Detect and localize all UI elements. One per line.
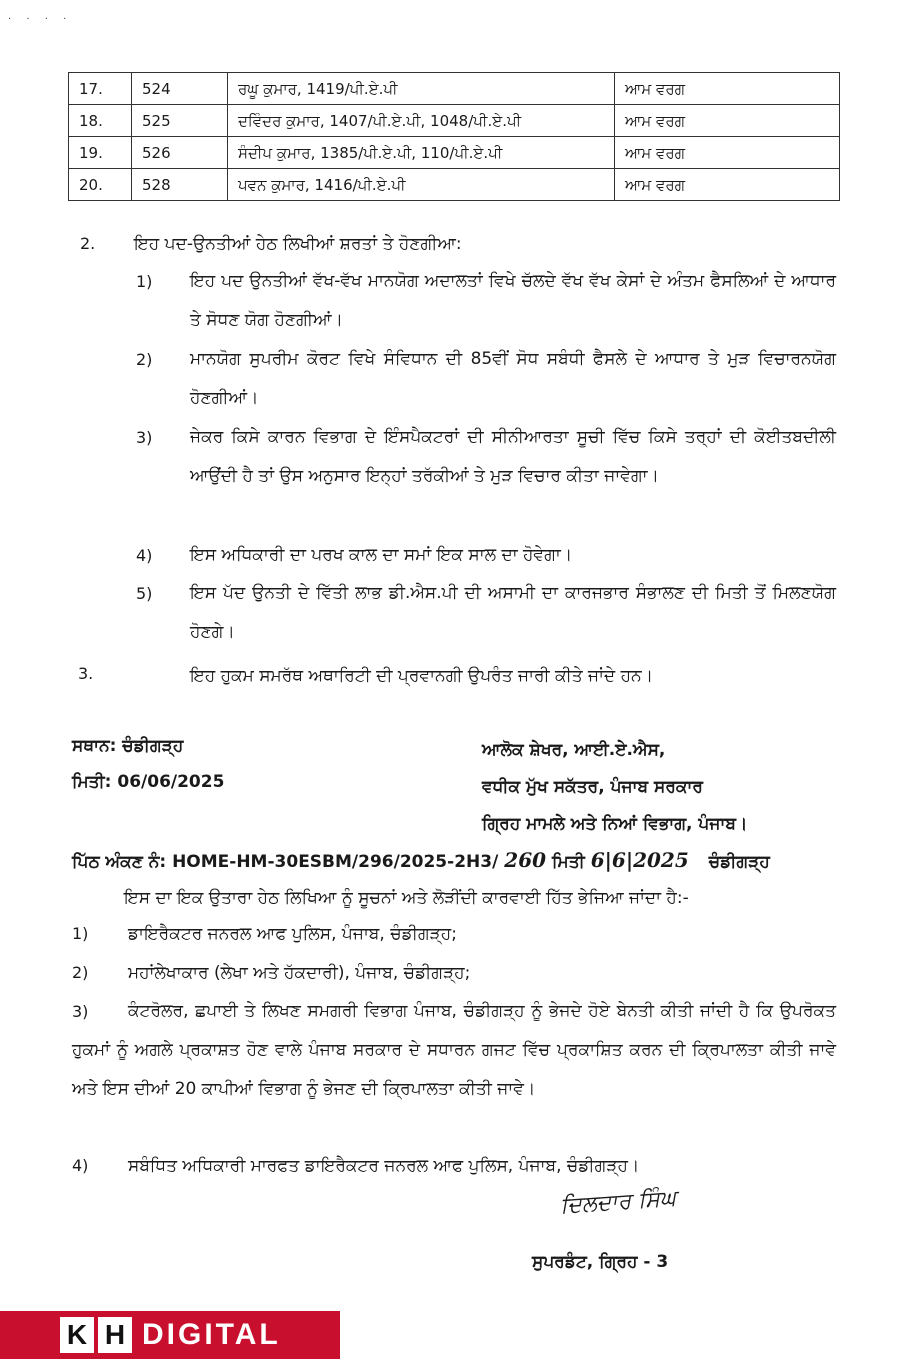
section-2-number: 2. [80, 234, 96, 253]
cell-sr: 19. [69, 137, 132, 169]
cell-name: ਪਵਨ ਕੁਮਾਰ, 1416/ਪੀ.ਏ.ਪੀ [228, 169, 615, 201]
table-row [69, 73, 840, 105]
cell-name: ਸੰਦੀਪ ਕੁਮਾਰ, 1385/ਪੀ.ਏ.ਪੀ, 110/ਪੀ.ਏ.ਪੀ [228, 137, 615, 169]
cell-no: 528 [132, 169, 228, 201]
condition-3-text: ਜੇਕਰ ਕਿਸੇ ਕਾਰਨ ਵਿਭਾਗ ਦੇ ਇੰਸਪੈਕਟਰਾਂ ਦੀ ਸੀਨੀਆਰਤਾ ਸੂਚੀ ਵਿੱਚ ਕਿਸੇ ਤਰ੍ਹਾਂ ਦੀ ਕੋਈਤਬਦੀਲੀ ਆਉਂਦੀ ਹੈ ਤਾਂ ਉਸ ਅਨੁਸਾਰ ਇਨ੍ਹਾਂ ਤਰੱਕੀਆਂ ਤੇ ਮੁੜ ਵਿਚਾਰ ਕੀਤਾ ਜਾਵੇਗਾ। [190, 427, 836, 486]
cell-no: 525 [132, 105, 228, 137]
handwritten-number: 260 [504, 848, 547, 872]
section-2-heading: ਇਹ ਪਦ-ਉਨਤੀਆਂ ਹੇਠ ਲਿਖੀਆਂ ਸ਼ਰਤਾਂ ਤੇ ਹੋਣਗੀਆ: [134, 234, 462, 254]
cell-category: ਆਮ ਵਰਗ [615, 105, 840, 137]
signatory-designation: ਵਧੀਕ ਮੁੱਖ ਸਕੱਤਰ, ਪੰਜਾਬ ਸਰਕਾਰ [482, 777, 703, 797]
date-label: ਮਿਤੀ: 06/06/2025 [72, 772, 225, 792]
condition-5-text: ਇਸ ਪੱਦ ਉਨਤੀ ਦੇ ਵਿੱਤੀ ਲਾਭ ਡੀ.ਐਸ.ਪੀ ਦੀ ਅਸਾਮੀ ਦਾ ਕਾਰਜਭਾਰ ਸੰਭਾਲਣ ਦੀ ਮਿਤੀ ਤੋਂ ਮਿਲਣਯੋਗ ਹੋਣਗੇ। [190, 583, 836, 642]
recipient-1-number: 1) [72, 924, 89, 943]
recipient-4-number: 4) [72, 1156, 89, 1175]
cell-category: ਆਮ ਵਰਗ [615, 73, 840, 105]
signatory-department: ਗ੍ਰਿਹ ਮਾਮਲੇ ਅਤੇ ਨਿਆਂ ਵਿਭਾਗ, ਪੰਜਾਬ। [482, 814, 748, 834]
cell-sr: 20. [69, 169, 132, 201]
signatory-name: ਆਲੋਕ ਸ਼ੇਖਰ, ਆਈ.ਏ.ਐਸ, [482, 740, 666, 760]
logo-word: DIGITAL [142, 1318, 281, 1351]
recipient-4-text: ਸਬੰਧਿਤ ਅਧਿਕਾਰੀ ਮਾਰਫਤ ਡਾਇਰੈਕਟਰ ਜਨਰਲ ਆਫ ਪੁਲਿਸ, ਪੰਜਾਬ, ਚੰਡੀਗੜ੍ਹ। [128, 1156, 640, 1176]
table-row [69, 169, 840, 201]
cell-no: 524 [132, 73, 228, 105]
logo-k: K [60, 1317, 94, 1353]
handwritten-date: 6|6|2025 [590, 848, 689, 872]
cell-sr: 17. [69, 73, 132, 105]
table-row [69, 105, 840, 137]
endorsement-intro: ਇਸ ਦਾ ਇਕ ਉਤਾਰਾ ਹੇਠ ਲਿਖਿਆ ਨੂੰ ਸੂਚਨਾਂ ਅਤੇ ਲੋੜੀਂਦੀ ਕਾਰਵਾਈ ਹਿੱਤ ਭੇਜਿਆ ਜਾਂਦਾ ਹੈ:- [124, 888, 689, 908]
endorsement-number: ਪਿੱਠ ਅੰਕਣ ਨੰ: HOME-HM-30ESBM/296/2025-2H3/ [72, 852, 499, 872]
recipient-1-text: ਡਾਇਰੈਕਟਰ ਜਨਰਲ ਆਫ ਪੁਲਿਸ, ਪੰਜਾਬ, ਚੰਡੀਗੜ੍ਹ; [128, 924, 457, 944]
cell-category: ਆਮ ਵਰਗ [615, 169, 840, 201]
endorsement-date-label: ਮਿਤੀ [552, 852, 585, 872]
scan-specks: · · · · [8, 14, 73, 25]
cell-category: ਆਮ ਵਰਗ [615, 137, 840, 169]
section-3-number: 3. [78, 664, 94, 683]
condition-4-number: 4) [136, 546, 153, 565]
table-row [69, 137, 840, 169]
cell-name: ਰਘੂ ਕੁਮਾਰ, 1419/ਪੀ.ਏ.ਪੀ [228, 73, 615, 105]
condition-1-number: 1) [136, 272, 153, 291]
endorsement-line [72, 848, 770, 874]
promotion-table [68, 72, 840, 201]
recipient-2-number: 2) [72, 963, 89, 982]
condition-4-text: ਇਸ ਅਧਿਕਾਰੀ ਦਾ ਪਰਖ ਕਾਲ ਦਾ ਸਮਾਂ ਇਕ ਸਾਲ ਦਾ ਹੋਵੇਗਾ। [190, 545, 573, 565]
condition-1-text: ਇਹ ਪਦ ਉਨਤੀਆਂ ਵੱਖ-ਵੱਖ ਮਾਨਯੋਗ ਅਦਾਲਤਾਂ ਵਿਖੇ ਚੱਲਦੇ ਵੱਖ ਵੱਖ ਕੇਸਾਂ ਦੇ ਅੰਤਮ ਫੈਸਲਿਆਂ ਦੇ ਆਧਾਰ ਤੇ ਸੋਧਣ ਯੋਗ ਹੋਣਗੀਆਂ। [190, 271, 836, 330]
kh-digital-logo [0, 1311, 340, 1359]
cell-sr: 18. [69, 105, 132, 137]
place-label: ਸਥਾਨ: ਚੰਡੀਗੜ੍ਹ [72, 736, 184, 756]
condition-2-number: 2) [136, 350, 153, 369]
recipient-3-number: 3) [72, 1002, 89, 1021]
cell-no: 526 [132, 137, 228, 169]
condition-5-number: 5) [136, 584, 153, 603]
section-3-text: ਇਹ ਹੁਕਮ ਸਮਰੱਥ ਅਥਾਰਿਟੀ ਦੀ ਪ੍ਰਵਾਨਗੀ ਉਪਰੰਤ ਜਾਰੀ ਕੀਤੇ ਜਾਂਦੇ ਹਨ। [190, 666, 654, 686]
cell-name: ਦਵਿੰਦਰ ਕੁਮਾਰ, 1407/ਪੀ.ਏ.ਪੀ, 1048/ਪੀ.ਏ.ਪੀ [228, 105, 615, 137]
handwritten-signature: ਦਿਲਦਾਰ ਸਿੰਘ [559, 1185, 677, 1220]
condition-3-number: 3) [136, 428, 153, 447]
recipient-3-text: ਕੰਟਰੋਲਰ, ਛਪਾਈ ਤੇ ਲਿਖਣ ਸਮਗਰੀ ਵਿਭਾਗ ਪੰਜਾਬ, ਚੰਡੀਗੜ੍ਹ ਨੂੰ ਭੇਜਦੇ ਹੋਏ ਬੇਨਤੀ ਕੀਤੀ ਜਾਂਦੀ ਹੈ ਕਿ ਉਪਰੋਕਤ ਹੁਕਮਾਂ ਨੂੰ ਅਗਲੇ ਪ੍ਰਕਾਸ਼ਤ ਹੋਣ ਵਾਲੇ ਪੰਜਾਬ ਸਰਕਾਰ ਦੇ ਸਧਾਰਨ ਗਜਟ ਵਿੱਚ ਪ੍ਰਕਾਸ਼ਿਤ ਕਰਨ ਦੀ ਕ੍ਰਿਪਾਲਤਾ ਕੀਤੀ ਜਾਵੇ ਅਤੇ ਇਸ ਦੀਆਂ 20 ਕਾਪੀਆਂ ਵਿਭਾਗ ਨੂੰ ਭੇਜਣ ਦੀ ਕ੍ਰਿਪਾਲਤਾ ਕੀਤੀ ਜਾਵੇ। [72, 1001, 836, 1099]
endorsement-place: ਚੰਡੀਗੜ੍ਹ [708, 852, 770, 872]
superintendent-title: ਸੁਪਰਡੰਟ, ਗ੍ਰਿਹ - 3 [532, 1252, 669, 1272]
logo-h: H [98, 1317, 132, 1353]
recipient-2-text: ਮਹਾਂਲੇਖਾਕਾਰ (ਲੇਖਾ ਅਤੇ ਹੱਕਦਾਰੀ), ਪੰਜਾਬ, ਚੰਡੀਗੜ੍ਹ; [128, 963, 471, 983]
condition-2-text: ਮਾਨਯੋਗ ਸੁਪਰੀਮ ਕੋਰਟ ਵਿਖੇ ਸੰਵਿਧਾਨ ਦੀ 85ਵੀਂ ਸੋਧ ਸਬੰਧੀ ਫੈਸਲੇ ਦੇ ਆਧਾਰ ਤੇ ਮੁੜ ਵਿਚਾਰਨਯੋਗ ਹੋਣਗੀਆਂ। [190, 349, 836, 408]
